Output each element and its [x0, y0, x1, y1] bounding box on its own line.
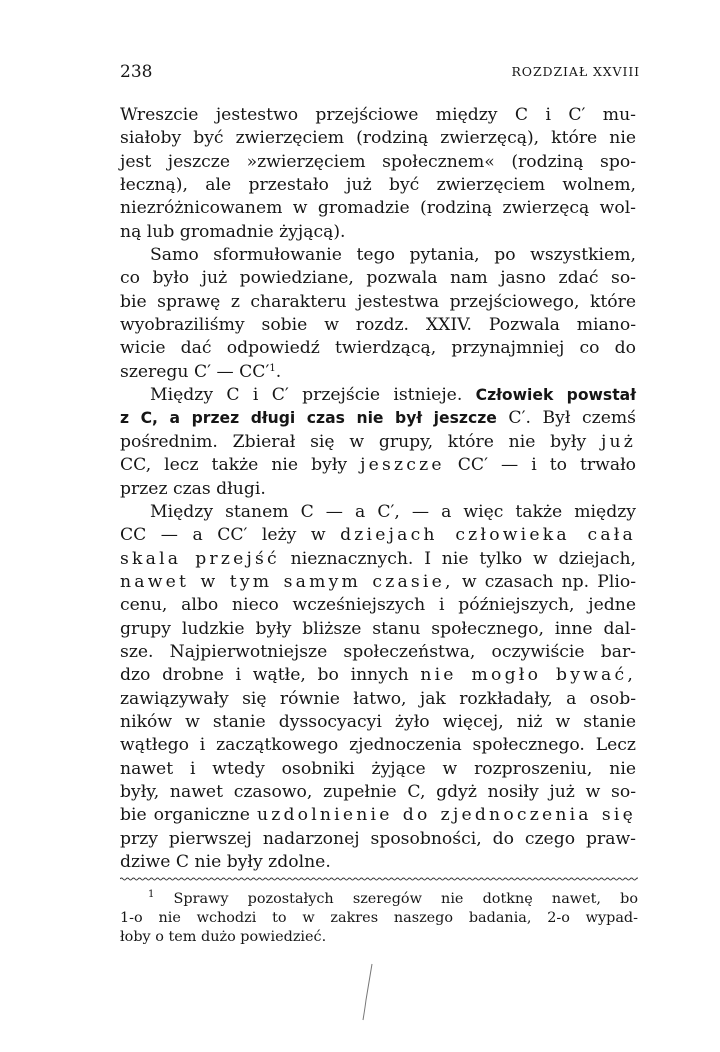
text-run: pośrednim. Zbierał się w grupy, które nie były	[120, 431, 601, 452]
pencil-mark	[360, 962, 376, 1022]
body-line	[120, 151, 636, 174]
text-run: wyobraziliśmy sobie w rozdz. XXIV. Pozwala miano-	[120, 315, 636, 336]
text-run: nawet i wtedy osobniki żyjące w rozproszeniu, nie	[120, 758, 636, 779]
bold-text: z C, a przez długi czas nie był jeszcze	[120, 409, 497, 428]
body-line	[120, 688, 636, 711]
spaced-text: już	[600, 431, 636, 452]
page-header	[120, 62, 640, 86]
footnote-marker: 1	[148, 889, 155, 900]
spaced-text: dziejach człowieka cała	[340, 525, 636, 546]
body-line	[120, 734, 636, 757]
footnote-line	[120, 890, 638, 909]
text-run: CC — a CC′ leży w	[120, 525, 341, 546]
body-line	[120, 828, 636, 851]
body-line	[120, 221, 636, 244]
text-run: CC, lecz także nie były	[120, 455, 361, 476]
body-line	[120, 127, 636, 150]
footnote	[120, 890, 638, 947]
text-run: ną lub gromadnie żyjącą).	[120, 221, 346, 242]
body-line	[120, 197, 636, 220]
body-line	[120, 711, 636, 734]
body-line	[120, 524, 636, 547]
footnote-line	[120, 909, 638, 928]
text-run: wicie dać odpowiedź twierdzącą, przynajmniej co do	[120, 338, 636, 359]
body-line	[120, 781, 636, 804]
text-run: jest jeszcze »zwierzęciem społecznem« (rodziną spo-	[120, 151, 636, 172]
bold-text: Człowiek powstał	[475, 386, 636, 405]
text-run: Sprawy pozostałych szeregów nie dotknę nawet, bo	[154, 891, 638, 907]
text-run: CC′ — i to trwało	[444, 455, 636, 476]
body-line	[120, 571, 636, 594]
text-run: wątłego i zaczątkowego zjednoczenia społecznego. Lecz	[120, 735, 636, 756]
footnote-marker: 1	[269, 362, 276, 374]
body-line	[120, 501, 636, 524]
body-line	[120, 851, 636, 874]
text-run: .	[275, 361, 282, 382]
text-run: łeczną), ale przestało już być zwierzęciem wolnem,	[120, 175, 636, 196]
body-line	[120, 548, 636, 571]
text-run: Wreszcie jestestwo przejściowe między C i C′ mu-	[120, 105, 636, 125]
text-run: Samo sformułowanie tego pytania, po wszystkiem,	[150, 245, 636, 266]
body-line	[120, 431, 636, 454]
body-line	[120, 291, 636, 314]
body-line	[120, 337, 636, 360]
text-run: siałoby być zwierzęciem (rodziną zwierzęcą), które nie	[120, 128, 636, 149]
body-line	[120, 174, 636, 197]
text-run: sze. Najpierwotniejsze społeczeństwa, oczywiście bar-	[120, 641, 636, 662]
footnote-line	[120, 928, 638, 947]
body-line	[120, 267, 636, 290]
text-run: były, nawet czasowo, zupełnie C, gdyż nosiły już w so-	[120, 781, 636, 802]
body-line	[120, 594, 636, 617]
text-run: nieznacznych. I nie tylko w dziejach,	[279, 548, 636, 569]
text-run: grupy ludzkie były bliższe stanu społecznego, inne dal-	[120, 618, 636, 639]
body-line	[120, 104, 636, 127]
spaced-text: jeszcze	[360, 455, 445, 476]
text-run: Między C i C′ przejście istnieje.	[150, 385, 476, 406]
spaced-text: skala przejść	[120, 548, 280, 569]
text-run: cenu, albo nieco wcześniejszych i późniejszych, jedne	[120, 595, 636, 616]
text-run: szeregu C′ — CC′	[120, 361, 270, 382]
body-line	[120, 758, 636, 781]
text-run: przez czas długi.	[120, 478, 266, 499]
footnote-separator	[120, 874, 638, 884]
text-run: zawiązywały się równie łatwo, jak rozkładały, a osob-	[120, 688, 636, 709]
page-number: 238	[120, 62, 153, 82]
body-line	[120, 641, 636, 664]
body-line	[120, 804, 636, 827]
text-run: w czasach np. Plio-	[453, 571, 636, 592]
body-line	[120, 361, 636, 384]
body-line	[120, 384, 636, 407]
text-run: bie sprawę z charakteru jestestwa przejściowego, które	[120, 291, 636, 312]
body-text	[120, 104, 636, 874]
running-title: ROZDZIAŁ XXVIII	[511, 64, 640, 79]
text-run: 1-o nie wchodzi to w zakres naszego badania, 2-o wypad-	[120, 910, 638, 926]
text-run: C′. Był czemś	[496, 408, 636, 429]
spaced-text: uzdolnienie do zjednoczenia się	[256, 805, 636, 826]
body-line	[120, 314, 636, 337]
text-run: dzo drobne i wątłe, bo innych	[120, 665, 421, 686]
text-run: bie organiczne	[120, 805, 257, 826]
body-line	[120, 244, 636, 267]
text-run: łoby o tem dużo powiedzieć.	[120, 929, 327, 945]
spaced-text: nawet w tym samym czasie,	[120, 571, 454, 592]
body-line	[120, 664, 636, 687]
text-run: przy pierwszej nadarzonej sposobności, do czego praw-	[120, 828, 636, 849]
spaced-text: nie mogło bywać,	[420, 665, 636, 686]
text-run: co było już powiedziane, pozwala nam jasno zdać so-	[120, 268, 636, 289]
body-line	[120, 454, 636, 477]
body-line	[120, 618, 636, 641]
text-run: niezróżnicowanem w gromadzie (rodziną zwierzęcą wol-	[120, 198, 636, 219]
text-run: Między stanem C — a C′, — a więc także między	[150, 501, 636, 522]
body-line	[120, 478, 636, 501]
body-line	[120, 407, 636, 430]
text-run: ników w stanie dyssocyacyi żyło więcej, niż w stanie	[120, 711, 636, 732]
text-run: dziwe C nie były zdolne.	[120, 852, 331, 872]
